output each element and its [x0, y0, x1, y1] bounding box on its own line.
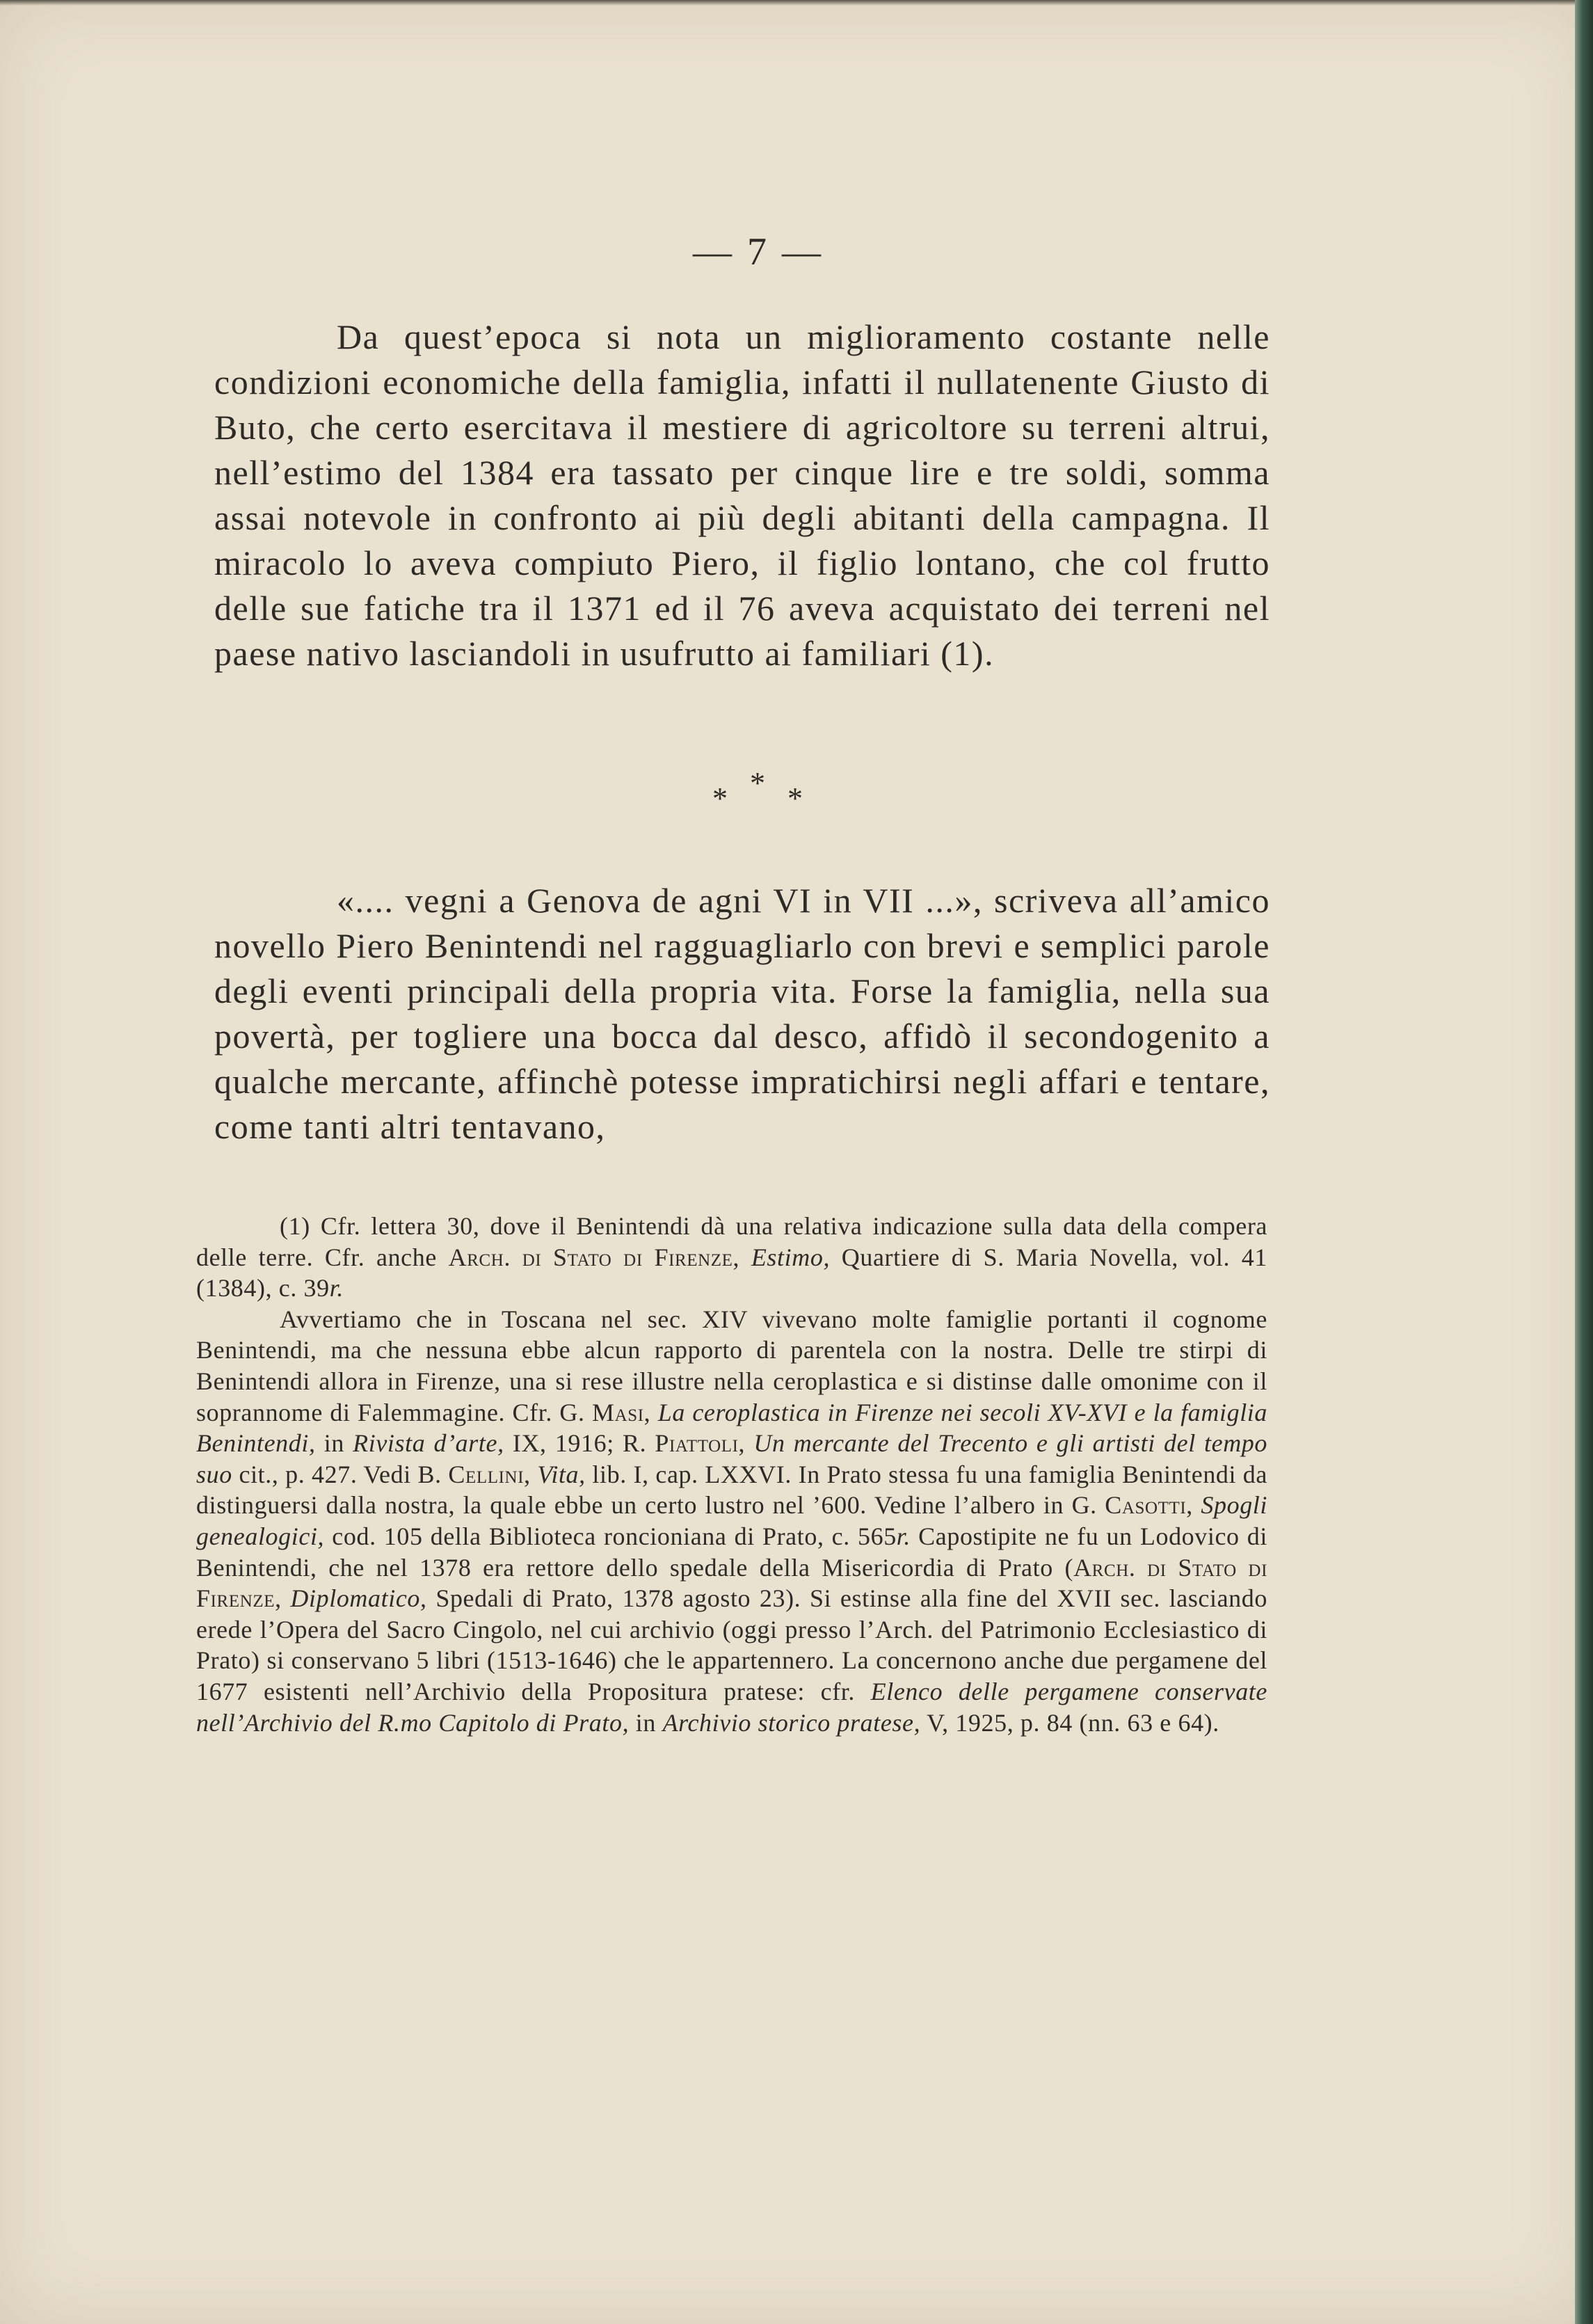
asterism-star-top: * — [750, 766, 765, 800]
author-name: Cellini, — [448, 1460, 531, 1488]
footnotes — [196, 1211, 1267, 1738]
author-name: Piattoli, — [655, 1429, 746, 1458]
text-run: in — [629, 1708, 663, 1737]
text-run: cit., p. 427. Vedi B. — [232, 1460, 449, 1488]
journal-title: Rivista d’arte, — [353, 1429, 504, 1458]
text-run: Avvertiamo che in Toscana nel sec. XIV vivevano molte famiglie portanti il cognome Benintendi, ma che nessuna ebbe alcun rapporto di parentela con la nostra. Delle tre stirpi di Benintendi allora in Firenze, una si rese illustre nella ceroplastica e si distinse dalle omonime con il soprannome di Falemmagine. Cfr. G. — [196, 1305, 1267, 1426]
footnote-1-citation — [196, 1211, 1267, 1304]
work-title: Spogli genealogici, — [196, 1491, 1267, 1550]
author-name: Casotti, — [1105, 1491, 1193, 1520]
folio-side: r. — [896, 1522, 911, 1550]
text-run: in — [315, 1429, 353, 1458]
source-title: Diplomatico, — [290, 1584, 427, 1613]
footnote-1-remarks — [196, 1304, 1267, 1738]
archive-ref: Arch. di Stato di Firenze, — [196, 1553, 1268, 1613]
body-paragraph-1: Da quest’epoca si nota un miglioramento costante nelle condizioni economiche della famiglia, infatti il nullatenente Giusto di Buto, che certo esercitava il mestiere di agricoltore su terreni altrui, nell’estimo del 1384 era tassato per cinque lire e tre soldi, somma assai notevole in confronto ai più degli abitanti della campagna. Il miracolo lo aveva compiuto Piero, il figlio lontano, che col frutto delle sue fatiche tra il 1371 ed il 76 aveva acquistato dei terreni nel paese nativo lasciandoli in usufrutto ai familiari (1). — [214, 317, 1270, 673]
asterism-star-right: * — [787, 781, 803, 815]
section-asterism — [668, 765, 849, 821]
asterism-star-left: * — [712, 781, 728, 815]
binding-edge — [1575, 0, 1593, 2324]
text-run: (1) Cfr. lettera 30, dove il Benintendi dà una relativa indicazione sulla data della compera delle terre. Cfr. anche — [196, 1212, 1267, 1271]
journal-title: Archivio storico pratese, — [662, 1708, 921, 1737]
page-number: — 7 — — [693, 230, 824, 273]
text-run: Quartiere di S. Maria Novella, vol. 41 (1384), c. 39 — [196, 1243, 1267, 1303]
work-title: Un mercante del Trecento e gli artisti del tempo suo — [196, 1429, 1267, 1488]
text-run — [1193, 1491, 1201, 1519]
text-run: Capostipite ne fu un Lodovico di Benintendi, che nel 1378 era rettore dello spedale della Misericordia di Prato ( — [196, 1522, 1267, 1582]
text-run — [650, 1399, 657, 1426]
text-run — [745, 1429, 753, 1457]
folio-side: r. — [329, 1274, 344, 1303]
text-run: V, 1925, p. 84 (nn. 63 e 64). — [920, 1708, 1219, 1737]
work-title: Elenco delle pergamene conservate nell’Archivio del R.mo Capitolo di Prato, — [196, 1677, 1267, 1737]
author-name: Masi, — [591, 1398, 651, 1426]
source-title: Estimo, — [751, 1243, 831, 1271]
work-title: Vita, — [537, 1460, 586, 1488]
archive-ref: Arch. di Stato di Firenze, — [448, 1243, 740, 1271]
body-paragraph-2: «.... vegni a Genova de agni VI in VII ...», scriveva all’amico novello Piero Benintendi nel ragguagliarlo con brevi e semplici parole degli eventi principali della propria vita. Forse la famiglia, nella sua povertà, per togliere una bocca dal desco, affidò il secondogenito a qualche mercante, affinchè potesse impratichirsi negli affari e tentare, come tanti altri tentavano, — [214, 881, 1270, 1146]
text-run — [739, 1243, 751, 1271]
text-run — [282, 1584, 291, 1612]
text-run: lib. I, cap. LXXVI. In Prato stessa fu una famiglia Benintendi da distinguersi dalla nostra, la quale ebbe un certo lustro nel ’600. Vedine l’albero in G. — [196, 1460, 1267, 1520]
text-run: Spedali di Prato, 1378 agosto 23). Si estinse alla fine del XVII sec. lasciando erede l’Opera del Sacro Cingolo, nel cui archivio (oggi presso l’Arch. del Patrimonio Ecclesiastico di Prato) si conservano 5 libri (1513-1646) che le appartennero. La concernono anche due pergamene del 1677 esistenti nell’Archivio della Propositura pratese: cfr. — [196, 1584, 1267, 1705]
text-run: cod. 105 della Biblioteca roncioniana di Prato, c. 565 — [324, 1522, 897, 1550]
work-title: La ceroplastica in Firenze nei secoli XV-XVI e la famiglia Benintendi, — [196, 1398, 1267, 1458]
page-top-edge — [0, 0, 1593, 6]
text-run: IX, 1916; R. — [504, 1429, 655, 1458]
text-run — [531, 1461, 538, 1488]
